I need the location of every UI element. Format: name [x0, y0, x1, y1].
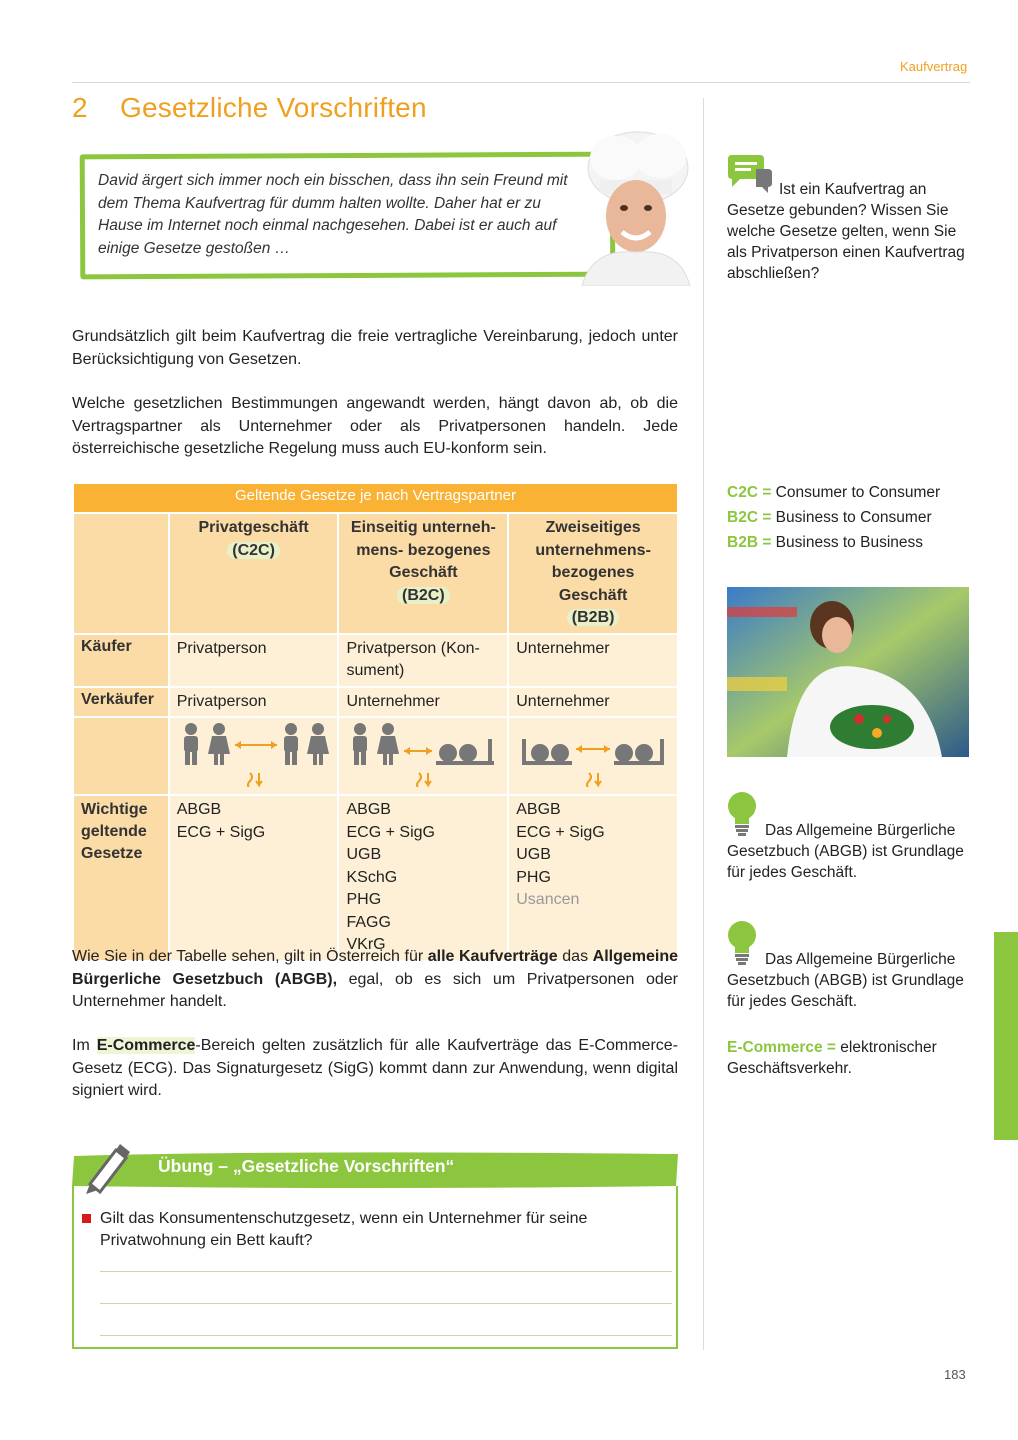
col-head-b2c [338, 513, 508, 634]
law-item: KSchG [346, 868, 398, 886]
text-run: -Bereich gelten zusätzlich für alle Kaufverträge das E-Commerce-Gesetz (ECG). Das Signaturgesetz (SigG) kommt dann zur Anwendung, wenn digital signiert wird. [72, 1037, 678, 1099]
paragraph-3 [72, 946, 678, 1014]
col-head-label: Privatgeschäft [198, 519, 309, 536]
definition-text: Business to Consumer [771, 509, 932, 526]
shopping-woman-photo [727, 587, 969, 757]
definition-term: B2C = [727, 509, 772, 526]
bold-run: Allgemeine Bürgerliche Gesetzbuch (ABGB), [72, 948, 679, 988]
exercise-title: Übung – „Gesetzliche Vorschriften“ [158, 1156, 455, 1176]
table-row [73, 634, 678, 687]
table-cell: Unternehmer [338, 687, 508, 718]
law-item: PHG [516, 868, 551, 886]
column-divider [703, 98, 704, 1350]
row-head-verkaeufer: Verkäufer [73, 687, 169, 718]
col-head-label: Zweiseitiges unternehmens- bezogenes Geschäft [535, 519, 651, 604]
tip-text-2: Das Allgemeine Bürgerliche Gesetzbuch (ABGB) ist Grundlage für jedes Geschäft. [727, 951, 964, 1010]
col-head-label: Einseitig unterneh- mens- bezogenes Geschäft [350, 519, 496, 581]
table-cell [338, 795, 508, 961]
law-table [72, 482, 679, 962]
highlight-run: E-Commerce [96, 1037, 196, 1054]
table-caption: Geltende Gesetze je nach Vertragspartner [73, 483, 678, 513]
table-row [73, 795, 678, 961]
law-item: ABGB [176, 801, 222, 818]
table-row [73, 717, 678, 795]
running-head: Kaufvertrag [900, 59, 968, 74]
law-item: ABGB [346, 801, 391, 818]
section-title: Gesetzliche Vorschriften [120, 92, 427, 123]
definition-item [727, 507, 977, 528]
text-run: egal, ob es sich um Privatpersonen oder Unternehmer handelt. [72, 970, 679, 1010]
definition-text: Business to Business [771, 534, 924, 551]
table-cell [169, 795, 339, 961]
law-item: ECG + SigG [346, 823, 435, 841]
chapter-tab [994, 932, 1018, 1140]
row-head-kaeufer: Käufer [73, 634, 169, 687]
col-head-c2c [169, 513, 339, 634]
ecommerce-definition [727, 1037, 977, 1079]
row-head-empty [73, 717, 169, 795]
table-cell: Privatperson [169, 634, 339, 687]
table-row [73, 687, 678, 718]
section-number: 2 [72, 92, 88, 123]
law-item: ECG + SigG [176, 823, 266, 841]
law-item: Usancen [516, 891, 580, 908]
header-rule [72, 82, 970, 83]
col-head-code: (B2B) [567, 609, 620, 626]
col-head-code: (B2C) [397, 587, 450, 604]
table-cell: Privatperson [169, 687, 339, 718]
table-cell [169, 717, 339, 795]
law-item: FAGG [346, 913, 391, 931]
paragraph-1: Grundsätzlich gilt beim Kaufvertrag die freie vertragliche Vereinbarung, jedoch unter Berücksichtigung von Gesetzen. [72, 328, 678, 368]
sidebar-question: Ist ein Kaufvertrag an Gesetze gebunden? Wissen Sie welche Gesetze gelten, wenn Sie als Privatperson einen Kaufvertrag abschließen? [727, 181, 965, 282]
answer-line[interactable] [100, 1335, 672, 1336]
bold-run: alle Kaufverträge [427, 948, 558, 965]
table-cell [338, 717, 508, 795]
law-item: VKrG [346, 936, 386, 953]
law-item: UGB [346, 846, 382, 863]
col-head-code: (C2C) [227, 542, 280, 559]
law-item: UGB [516, 846, 551, 863]
definition-term: B2B = [727, 534, 772, 551]
exercise-question: Gilt das Konsumentenschutzgesetz, wenn ein Unternehmer für seine Privatwohnung ein Bett kauft? [100, 1210, 588, 1249]
tip-text-1: Das Allgemeine Bürgerliche Gesetzbuch (ABGB) ist Grundlage für jedes Geschäft. [727, 822, 964, 881]
answer-line[interactable] [100, 1271, 672, 1272]
text-run: Im [72, 1037, 97, 1054]
chef-portrait [572, 128, 697, 286]
paragraph-4 [72, 1035, 678, 1103]
col-head-b2b [508, 513, 678, 634]
definition-term: C2C = [727, 484, 772, 501]
definition-item [727, 482, 977, 503]
table-cell: Unternehmer [508, 687, 678, 718]
section-heading [72, 92, 427, 124]
table-corner [73, 513, 169, 634]
definition-list [727, 482, 977, 553]
page-number: 183 [944, 1367, 966, 1382]
people-to-business-icon [348, 721, 498, 787]
table-cell [508, 717, 678, 795]
table-cell [508, 795, 678, 961]
bullet-marker [82, 1214, 91, 1223]
definition-text: elektronischer Geschäftsverkehr. [727, 1039, 937, 1077]
intro-text: David ärgert sich immer noch ein bisschen, dass ihn sein Freund mit dem Thema Kaufvertrag für dumm halten wollte. Daher hat er zu Hause im Internet noch einmal nachgesehen. Dabei ist er auch auf einige Gesetze gestoßen … [98, 172, 568, 257]
text-run: Wie Sie in der Tabelle sehen, gilt in Österreich für [72, 948, 428, 965]
law-item: ABGB [516, 801, 561, 818]
table-cell: Unternehmer [508, 634, 678, 687]
text-run: das [557, 948, 593, 965]
definition-text: Consumer to Consumer [771, 484, 941, 501]
answer-line[interactable] [100, 1303, 672, 1304]
table-cell: Privatperson (Kon- sument) [338, 634, 508, 687]
paragraph-2: Welche gesetzlichen Bestimmungen angewandt werden, hängt davon ab, ob die Vertragspartner als Unternehmer oder als Privatpersonen handeln. Jede österreichische gesetzliche Regelung muss auch EU-konform sein. [72, 395, 678, 457]
business-to-business-icon [518, 721, 668, 787]
definition-term: E-Commerce = [727, 1039, 836, 1056]
law-item: PHG [346, 891, 382, 908]
definition-item [727, 532, 977, 553]
row-head-gesetze: Wichtige geltende Gesetze [73, 795, 169, 961]
people-to-people-icon [179, 721, 329, 787]
law-item: ECG + SigG [516, 823, 605, 841]
